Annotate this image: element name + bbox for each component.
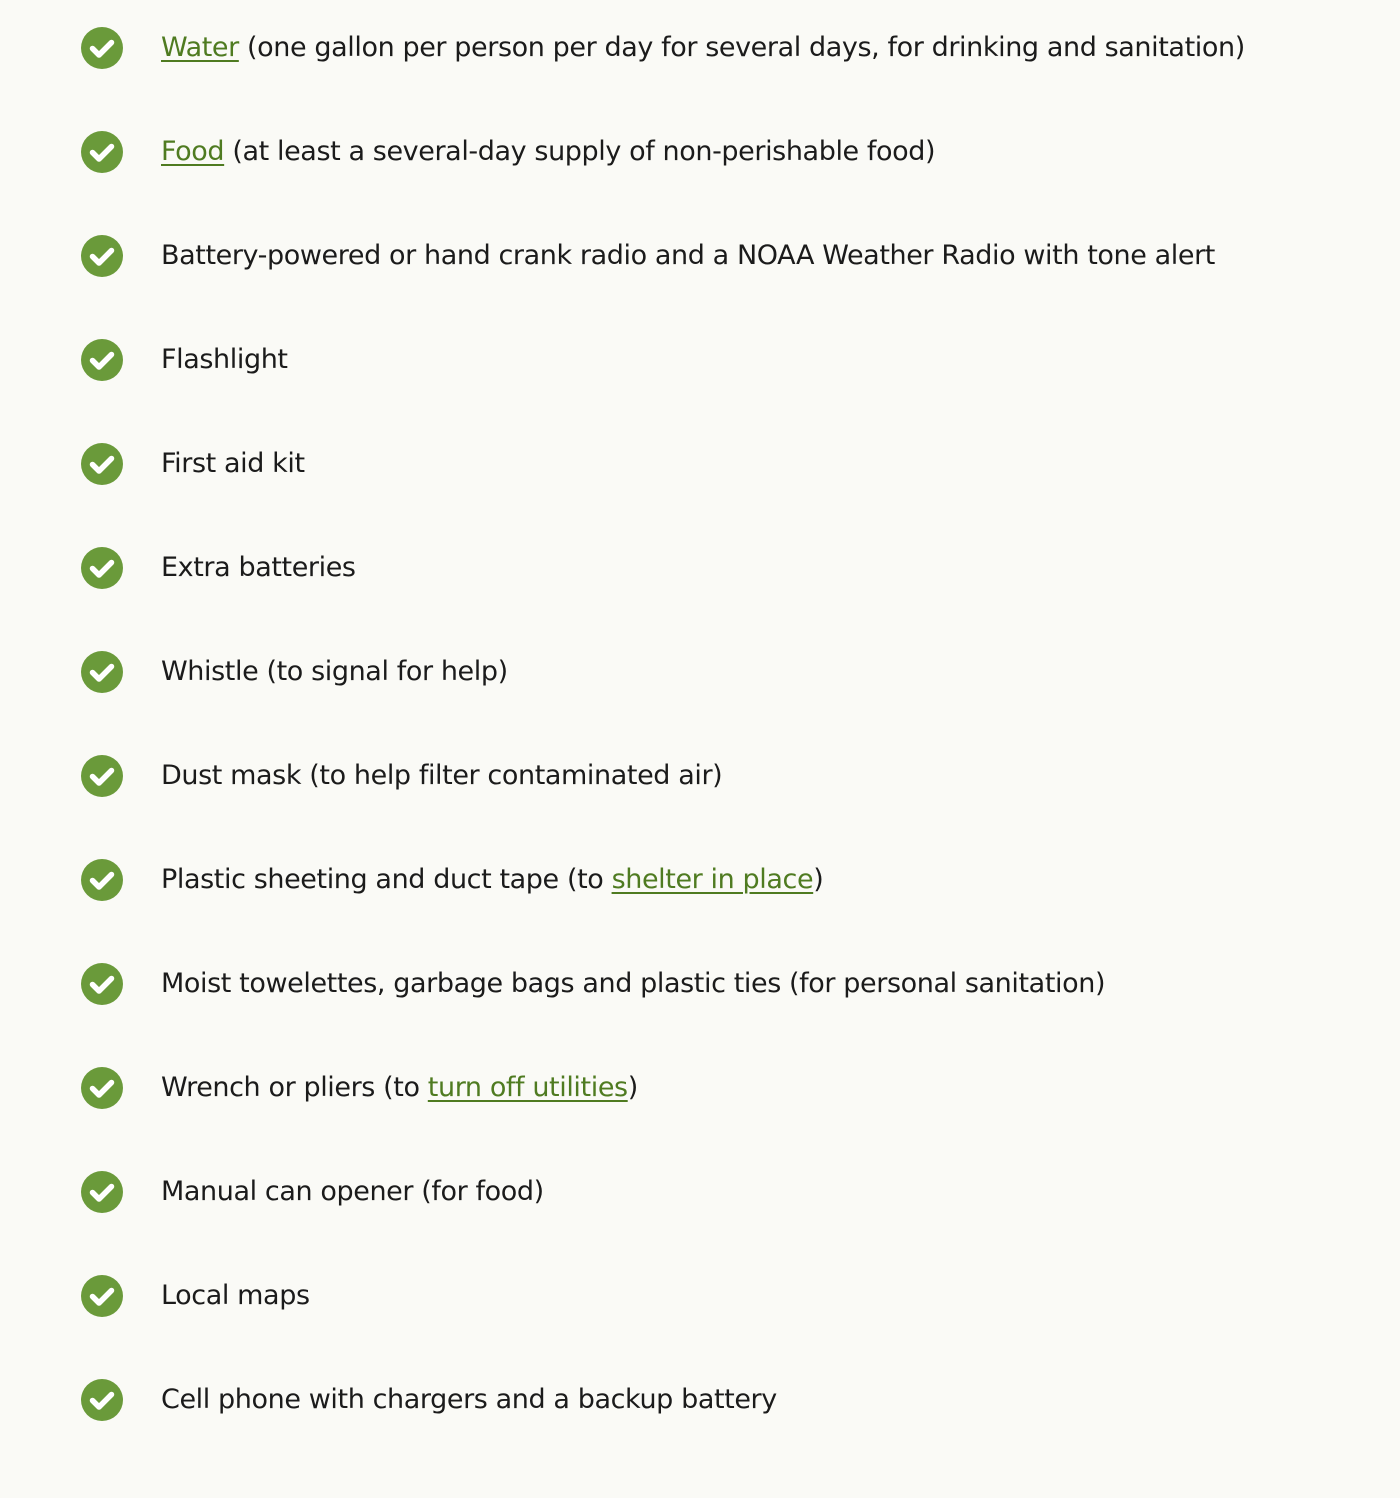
check-circle-icon <box>80 234 124 278</box>
list-item-plastic-sheeting <box>80 828 1380 932</box>
list-item-first-aid-kit <box>80 412 1380 516</box>
check-circle-icon <box>80 546 124 590</box>
item-text: Local maps <box>161 1280 310 1311</box>
item-text <box>161 31 1245 65</box>
check-circle-icon <box>80 650 124 694</box>
check-circle-icon <box>80 962 124 1006</box>
list-item-dust-mask <box>80 724 1380 828</box>
list-item-can-opener <box>80 1140 1380 1244</box>
list-item-moist-towelettes <box>80 932 1380 1036</box>
check-circle-icon <box>80 1378 124 1422</box>
item-text-post: (one gallon per person per day for several days, for drinking and sanitation) <box>238 32 1245 63</box>
item-text: Manual can opener (for food) <box>161 1176 544 1207</box>
list-item-whistle <box>80 620 1380 724</box>
check-circle-icon <box>80 338 124 382</box>
list-item-food <box>80 100 1380 204</box>
shelter-in-place-link[interactable]: shelter in place <box>611 864 814 895</box>
item-text: Cell phone with chargers and a backup battery <box>161 1384 777 1415</box>
item-text-post: ) <box>627 1072 638 1103</box>
list-item-radio <box>80 204 1380 308</box>
water-link[interactable]: Water <box>161 32 239 63</box>
item-text: First aid kit <box>161 448 305 479</box>
check-circle-icon <box>80 1274 124 1318</box>
item-text-post: ) <box>813 864 824 895</box>
item-text-post: (at least a several-day supply of non-perishable food) <box>224 136 936 167</box>
list-item-flashlight <box>80 308 1380 412</box>
item-text: Flashlight <box>161 344 288 375</box>
item-text: Dust mask (to help filter contaminated air) <box>161 760 723 791</box>
item-text-pre: Wrench or pliers (to <box>161 1072 428 1103</box>
food-link[interactable]: Food <box>161 136 225 167</box>
check-circle-icon <box>80 26 124 70</box>
list-item-wrench <box>80 1036 1380 1140</box>
item-text <box>161 1071 638 1105</box>
check-circle-icon <box>80 442 124 486</box>
turn-off-utilities-link[interactable]: turn off utilities <box>427 1072 628 1103</box>
list-item-cell-phone <box>80 1348 1380 1452</box>
item-text: Battery-powered or hand crank radio and a NOAA Weather Radio with tone alert <box>161 240 1215 271</box>
item-text <box>161 135 935 169</box>
item-text <box>161 863 823 897</box>
item-text: Moist towelettes, garbage bags and plastic ties (for personal sanitation) <box>161 968 1106 999</box>
item-text-pre: Plastic sheeting and duct tape (to <box>161 864 612 895</box>
check-circle-icon <box>80 858 124 902</box>
supply-checklist <box>80 0 1380 1452</box>
check-circle-icon <box>80 1170 124 1214</box>
check-circle-icon <box>80 754 124 798</box>
check-circle-icon <box>80 130 124 174</box>
list-item-local-maps <box>80 1244 1380 1348</box>
item-text: Extra batteries <box>161 552 356 583</box>
check-circle-icon <box>80 1066 124 1110</box>
list-item-extra-batteries <box>80 516 1380 620</box>
list-item-water <box>80 0 1380 100</box>
item-text: Whistle (to signal for help) <box>161 656 508 687</box>
